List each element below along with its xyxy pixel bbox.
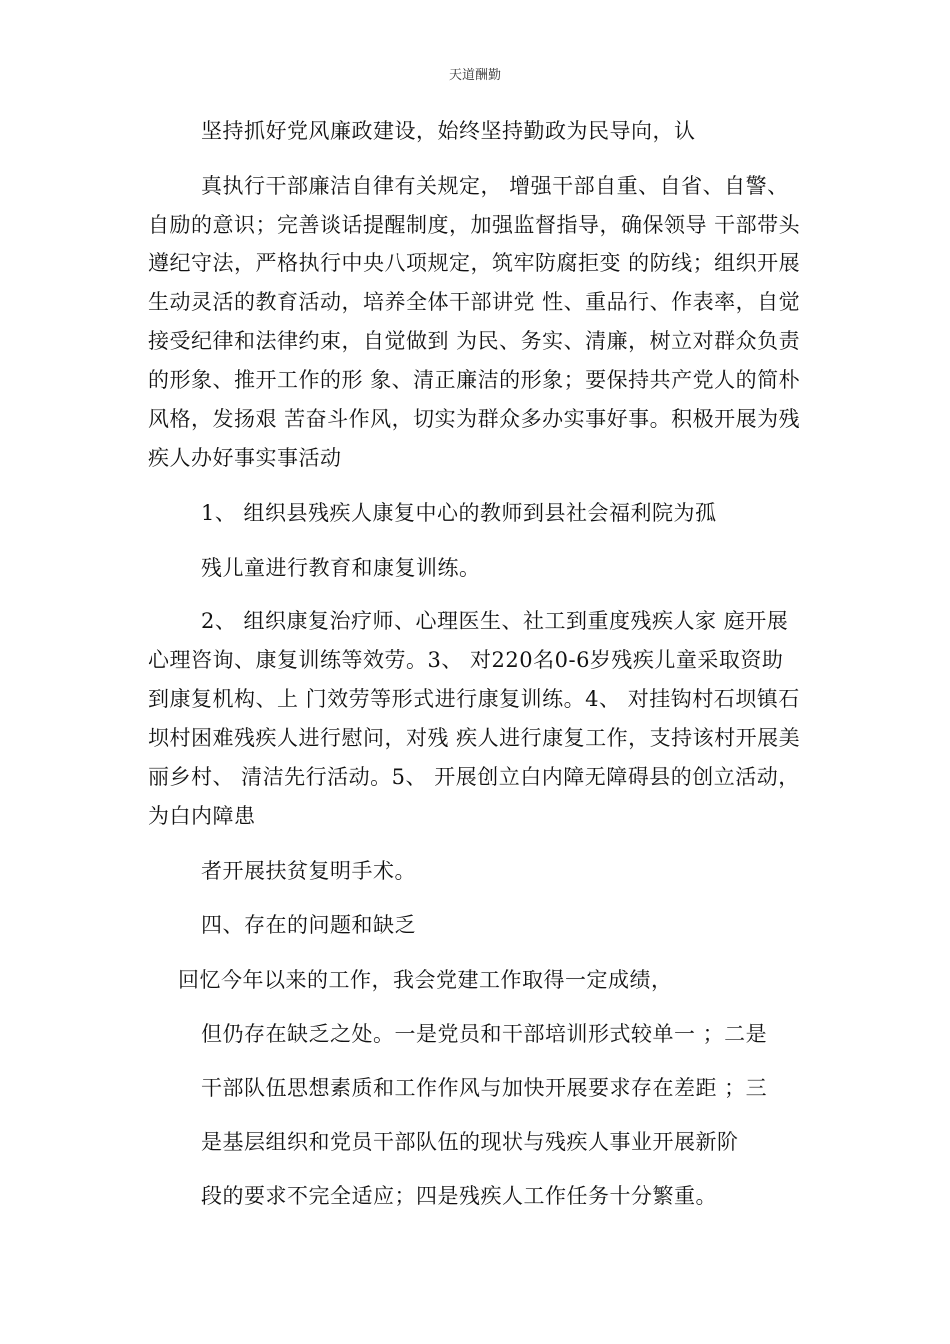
text-line: 接受纪律和法律约束，自觉做到 为民、务实、清廉，树立对群众负责 xyxy=(148,329,801,353)
text-line: 为白内障患 xyxy=(148,804,256,828)
text-line: 1、 组织县残疾人康复中心的教师到县社会福利院为孤 xyxy=(201,501,717,525)
text-line: 坚持抓好党风廉政建设，始终坚持勤政为民导向，认 xyxy=(201,119,696,143)
text-line: 者开展扶贫复明手术。 xyxy=(201,859,416,883)
text-line: 残儿童进行教育和康复训练。 xyxy=(201,556,481,580)
text-line: 坝村困难残疾人进行慰问，对残 疾人进行康复工作，支持该村开展美 xyxy=(148,726,801,750)
page-header: 天道酬勤 xyxy=(448,68,501,83)
text-line: 到康复机构、上 门效劳等形式进行康复训练。4、 对挂钩村石坝镇石 xyxy=(148,687,800,711)
text-line: 干部队伍思想素质和工作作风与加快开展要求存在差距 ；三 xyxy=(201,1076,768,1100)
text-line: 回忆今年以来的工作，我会党建工作取得一定成绩， xyxy=(178,968,673,992)
text-line: 风格，发扬艰 苦奋斗作风，切实为群众多办实事好事。积极开展为残 xyxy=(148,407,801,431)
text-line: 丽乡村、 清洁先行活动。5、 开展创立白内障无障碍县的创立活动， xyxy=(148,765,800,789)
text-line: 自励的意识；完善谈话提醒制度，加强监督指导，确保领导 干部带头 xyxy=(148,213,801,237)
text-line: 的形象、推开工作的形 象、清正廉洁的形象；要保持共产党人的简朴 xyxy=(148,368,801,392)
text-line: 段的要求不完全适应；四是残疾人工作任务十分繁重。 xyxy=(201,1184,717,1208)
text-line: 生动灵活的教育活动，培养全体干部讲党 性、重品行、作表率，自觉 xyxy=(148,290,801,314)
text-line: 是基层组织和党员干部队伍的现状与残疾人事业开展新阶 xyxy=(201,1130,739,1154)
text-line: 遵纪守法，严格执行中央八项规定，筑牢防腐拒变 的防线；组织开展 xyxy=(148,251,801,275)
text-line: 疾人办好事实事活动 xyxy=(148,446,342,470)
text-line: 但仍存在缺乏之处。一是党员和干部培训形式较单一 ；二是 xyxy=(201,1022,768,1046)
text-line: 心理咨询、康复训练等效劳。3、 对220名0-6岁残疾儿童采取资助 xyxy=(148,648,784,672)
text-line: 2、 组织康复治疗师、心理医生、社工到重度残疾人家 庭开展 xyxy=(201,609,789,633)
section-heading: 四、存在的问题和缺乏 xyxy=(201,913,416,937)
text-line: 真执行干部廉洁自律有关规定， 增强干部自重、自省、自警、 xyxy=(201,174,789,198)
